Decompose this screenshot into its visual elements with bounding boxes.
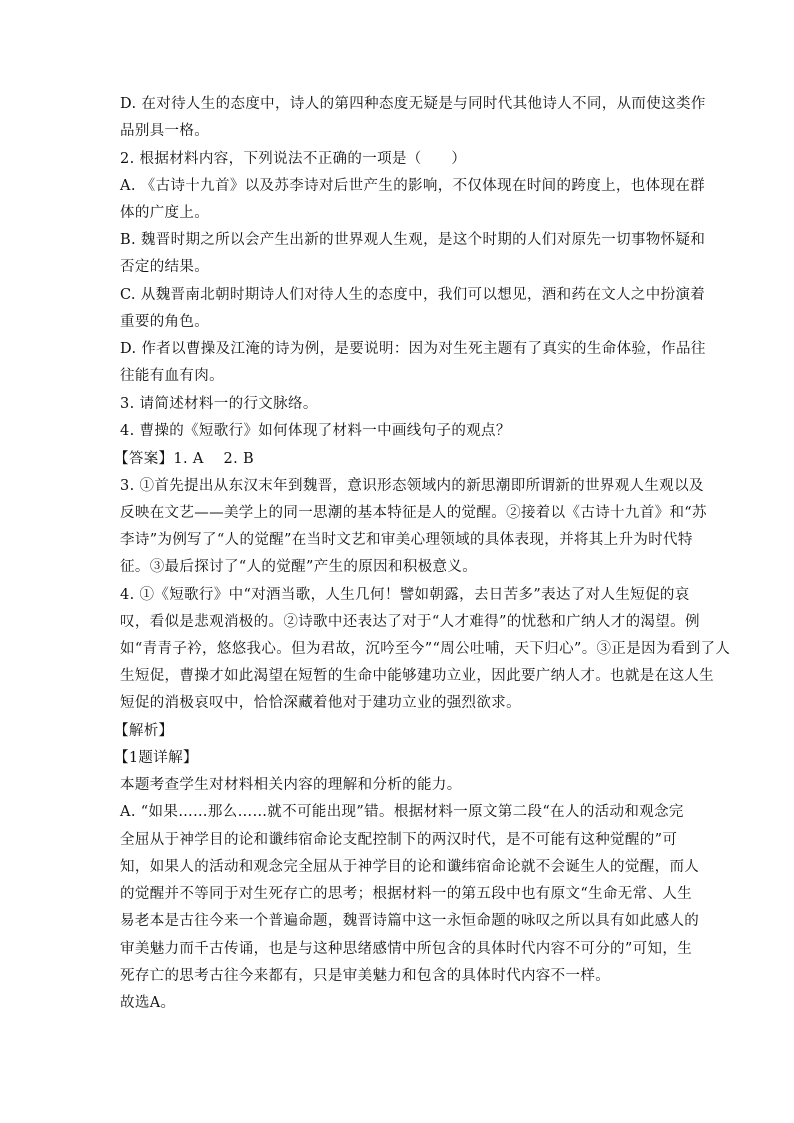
text-line: 重要的角色。	[120, 314, 210, 330]
answer-heading: 【答案】1. A 2. B	[114, 451, 255, 467]
text-line: 否定的结果。	[120, 259, 210, 275]
text-line: 2. 根据材料内容，下列说法不正确的一项是（ ）	[120, 151, 467, 167]
text-line: 易老本是古往今来一个普遍命题，魏晋诗篇中这一永恒命题的咏叹之所以具有如此感人的	[120, 913, 700, 929]
text-line: 叹，看似是悲观消极的。②诗歌中还表达了对于“人才难得”的忧愁和广纳人才的渴望。例	[120, 614, 700, 630]
text-line: C. 从魏晋南北朝时期诗人们对待人生的态度中，我们可以想见，酒和药在文人之中扮演着	[120, 287, 706, 303]
text-line: A. “如果……那么……就不可能出现”错。根据材料一原文第二段“在人的活动和观念完	[120, 804, 684, 820]
analysis-heading: 【解析】	[114, 723, 174, 739]
text-line: 4. ①《短歌行》中“对酒当歌，人生几何！譬如朝露，去日苦多”表达了对人生短促的哀	[120, 587, 690, 603]
text-line: 全屈从于神学目的论和谶纬宿命论支配控制下的两汉时代，是不可能有这种觉醒的”可	[120, 832, 678, 848]
text-line: 的觉醒并不等同于对生死存亡的思考；根据材料一的第五段中也有原文“生命无常、人生	[120, 886, 693, 902]
text-line: B. 魏晋时期之所以会产生出新的世界观人生观，是这个时期的人们对原先一切事物怀疑和	[120, 232, 706, 248]
text-line: 3. 请简述材料一的行文脉络。	[120, 396, 318, 412]
text-line: 往能有血有肉。	[120, 368, 224, 384]
text-line: A. 《古诗十九首》以及苏李诗对后世产生的影响，不仅体现在时间的跨度上，也体现在群	[120, 178, 706, 194]
text-line: 品别具一格。	[120, 123, 210, 139]
text-line: 死存亡的思考古往今来都有，只是审美魅力和包含的具体时代内容不一样。	[120, 968, 611, 984]
text-line: D. 在对待人生的态度中，诗人的第四种态度无疑是与同时代其他诗人不同，从而使这类作	[120, 96, 706, 112]
text-line: 李诗”为例写了“人的觉醒”在当时文艺和审美心理领域的具体表现，并将其上升为时代特	[120, 532, 693, 548]
text-line: 4. 曹操的《短歌行》如何体现了材料一中画线句子的观点？	[120, 423, 511, 439]
text-line: 3. ①首先提出从东汉末年到魏晋，意识形态领域内的新思潮即所谓新的世界观人生观以及	[120, 478, 704, 494]
text-line: 审美魅力而千古传诵，也是与这种思绪感情中所包含的具体时代内容不可分的”可知，生	[120, 941, 693, 957]
text-line: 本题考查学生对材料相关内容的理解和分析的能力。	[120, 777, 462, 793]
text-line: D. 作者以曹操及江淹的诗为例，是要说明：因为对生死主题有了真实的生命体验，作品往	[120, 341, 706, 357]
text-line: 反映在文艺——美学上的同一思潮的基本特征是人的觉醒。②接着以《古诗十九首》和“苏	[120, 505, 707, 521]
subheading: 【1题详解】	[114, 750, 198, 766]
text-line: 故选A。	[120, 995, 176, 1011]
text-line: 征。③最后探讨了“人的觉醒”产生的原因和积极意义。	[120, 559, 478, 575]
text-line: 如“青青子衿，悠悠我心。但为君故，沉吟至今”“周公吐哺，天下归心”。③正是因为看到了人	[120, 641, 731, 657]
text-line: 短促的消极哀叹中，恰恰深藏着他对于建功立业的强烈欲求。	[120, 695, 521, 711]
text-line: 生短促，曹操才如此渴望在短暂的生命中能够建功立业，因此要广纳人才。也就是在这人生	[120, 668, 714, 684]
text-line: 知，如果人的活动和观念完全屈从于神学目的论和谶纬宿命论就不会诞生人的觉醒，而人	[120, 859, 700, 875]
text-line: 体的广度上。	[120, 205, 210, 221]
